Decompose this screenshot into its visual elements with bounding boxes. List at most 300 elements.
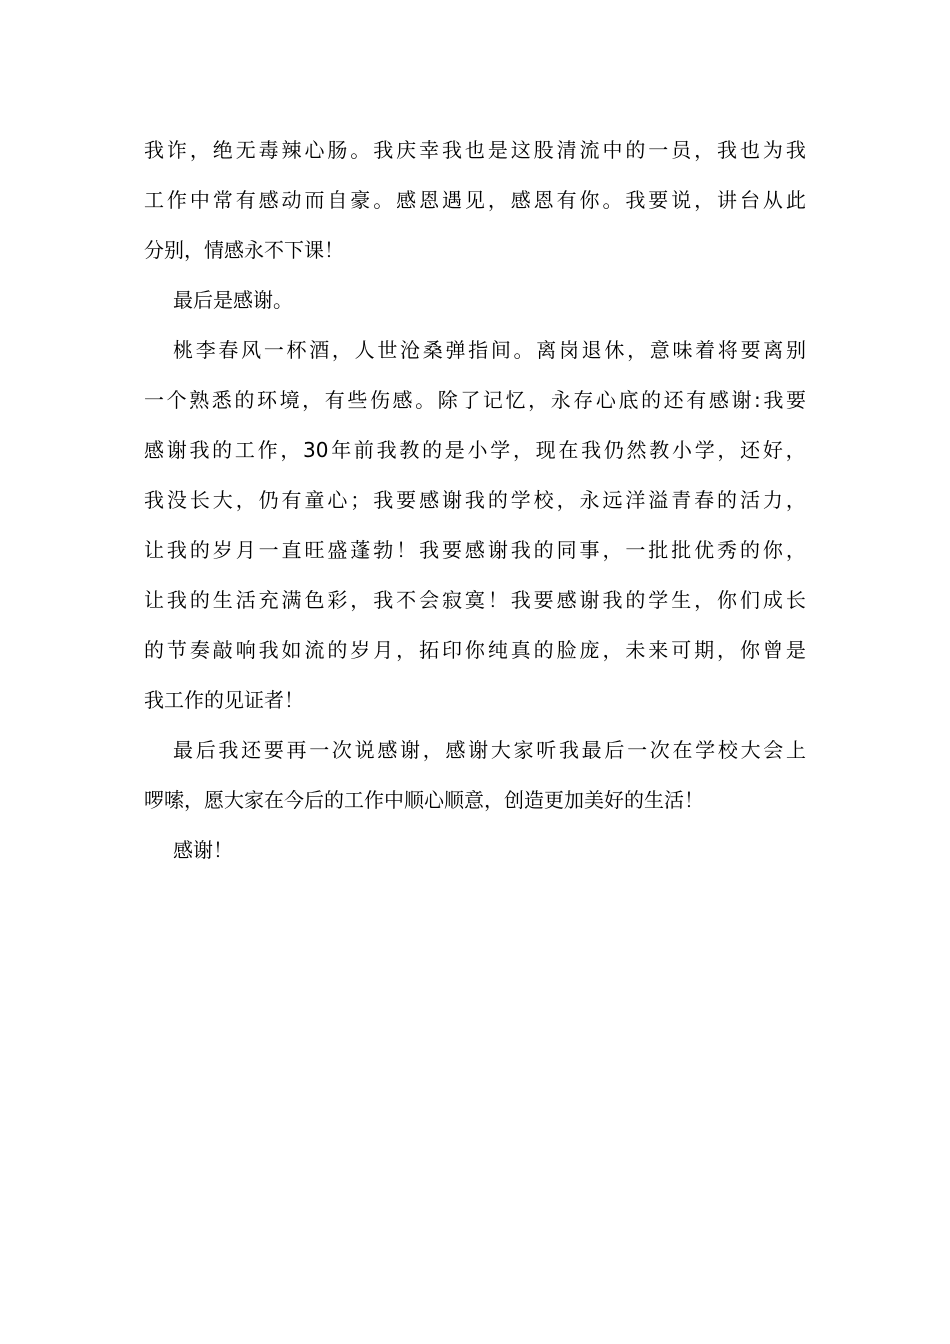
glyph: 一 [309, 738, 330, 762]
glyph: 岁 [212, 538, 233, 562]
glyph: 前 [353, 438, 374, 462]
glyph: 溢 [648, 488, 669, 512]
glyph: 月 [373, 638, 394, 662]
glyph: 我 [218, 738, 239, 762]
glyph: 远 [602, 488, 623, 512]
glyph: 感 [392, 388, 413, 412]
glyph: 此 [785, 188, 806, 212]
glyph: ， [350, 588, 371, 612]
text-line [144, 175, 806, 225]
glyph: 的 [717, 488, 738, 512]
glyph: 见 [464, 188, 485, 212]
glyph: 一 [258, 538, 279, 562]
glyph: 最 [581, 738, 602, 762]
glyph: 恩 [419, 188, 440, 212]
text-line [144, 725, 806, 775]
glyph: 学 [648, 588, 669, 612]
glyph: ， [189, 138, 210, 162]
glyph: 满 [281, 588, 302, 612]
glyph: 我 [581, 438, 602, 462]
glyph: 长 [785, 588, 806, 612]
glyph: 的 [533, 538, 554, 562]
glyph: 的 [189, 588, 210, 612]
glyph: 期 [694, 638, 715, 662]
glyph: 洋 [625, 488, 646, 512]
glyph: 你 [762, 538, 783, 562]
glyph: 如 [281, 638, 302, 662]
glyph: 流 [579, 138, 600, 162]
glyph: 退 [581, 338, 602, 362]
glyph: 我 [763, 388, 784, 412]
glyph: 成 [762, 588, 783, 612]
glyph: 大 [740, 738, 761, 762]
glyph: 一 [144, 388, 164, 412]
glyph: 你 [739, 638, 760, 662]
glyph: ， [627, 338, 648, 362]
glyph: 敲 [212, 638, 233, 662]
glyph: 境 [279, 388, 300, 412]
glyph: 的 [641, 388, 662, 412]
glyph: 我 [144, 138, 164, 162]
glyph: 活 [235, 588, 256, 612]
glyph: 清 [556, 138, 577, 162]
glyph: 拓 [419, 638, 440, 662]
glyph: 响 [235, 638, 256, 662]
glyph: 说 [671, 188, 692, 212]
glyph: 中 [602, 138, 623, 162]
glyph: 作 [257, 438, 278, 462]
glyph: 而 [304, 188, 325, 212]
glyph: 谢 [166, 438, 187, 462]
glyph: 也 [464, 138, 485, 162]
glyph: 秀 [717, 538, 738, 562]
glyph: 。 [350, 138, 371, 162]
glyph: 一 [625, 538, 646, 562]
glyph: 的 [533, 638, 554, 662]
glyph: 要 [396, 488, 417, 512]
glyph: 桃 [173, 338, 193, 362]
glyph: 没 [166, 488, 187, 512]
glyph: 我 [258, 638, 279, 662]
glyph: ， [602, 538, 623, 562]
glyph: ， [694, 138, 715, 162]
glyph: 味 [672, 338, 693, 362]
glyph: 的 [327, 638, 348, 662]
glyph: 要 [740, 338, 761, 362]
glyph: 再 [286, 738, 307, 762]
text-line [144, 475, 806, 525]
glyph: 弹 [445, 338, 466, 362]
glyph: 童 [304, 488, 325, 512]
glyph: 这 [510, 138, 531, 162]
glyph: 们 [739, 588, 760, 612]
glyph: ！ [396, 538, 417, 562]
paragraph-heading: 最后是感谢。 [173, 288, 293, 312]
glyph: 你 [464, 638, 485, 662]
glyph: 我 [510, 588, 531, 612]
glyph: 谢 [487, 538, 508, 562]
glyph: 会 [763, 738, 784, 762]
glyph: 休 [604, 338, 625, 362]
glyph: 岁 [350, 638, 371, 662]
closing-line: 感谢！ [173, 838, 233, 862]
glyph: 动 [281, 188, 302, 212]
glyph: 活 [739, 488, 760, 512]
glyph: 谢 [400, 738, 421, 762]
glyph: 庆 [396, 138, 417, 162]
glyph: ， [717, 438, 738, 462]
glyph: 你 [579, 188, 600, 212]
glyph: 自 [327, 188, 348, 212]
glyph: 还 [241, 738, 262, 762]
glyph: 感 [377, 738, 398, 762]
text-line: 啰嗦，愿大家在今后的工作中顺心顺意，创造更加美好的生活！ [144, 788, 704, 812]
glyph: 肠 [327, 138, 348, 162]
glyph: 感 [396, 188, 417, 212]
glyph: 一 [627, 738, 648, 762]
glyph: ， [602, 638, 623, 662]
glyph: ！ [487, 588, 508, 612]
glyph: 我 [376, 438, 397, 462]
glyph: 我 [441, 138, 462, 162]
glyph: 永 [579, 488, 600, 512]
glyph: 要 [441, 538, 462, 562]
glyph: 学 [694, 438, 715, 462]
glyph: ； [350, 488, 371, 512]
glyph: ， [422, 738, 443, 762]
glyph: 除 [437, 388, 458, 412]
glyph: 印 [441, 638, 462, 662]
glyph: 小 [467, 438, 488, 462]
glyph: 工 [144, 188, 164, 212]
glyph: 春 [218, 338, 239, 362]
glyph: 。 [373, 188, 394, 212]
document-body [144, 125, 806, 875]
text-line [144, 525, 806, 575]
glyph: 学 [695, 738, 716, 762]
glyph: 我 [717, 138, 738, 162]
glyph: 大 [490, 738, 511, 762]
glyph: 力 [762, 488, 783, 512]
glyph: 30 [303, 438, 329, 462]
glyph: 沧 [400, 338, 421, 362]
text-line [144, 425, 806, 475]
glyph: 永 [550, 388, 571, 412]
glyph: 指 [468, 338, 489, 362]
glyph: 为 [762, 138, 783, 162]
text-line: 分别，情感永不下课！ [144, 238, 344, 262]
glyph: 彩 [327, 588, 348, 612]
glyph: 感 [464, 538, 485, 562]
glyph: 色 [304, 588, 325, 612]
glyph: ， [694, 588, 715, 612]
glyph: 充 [258, 588, 279, 612]
glyph: 教 [399, 438, 420, 462]
glyph: 同 [556, 538, 577, 562]
glyph: 心 [304, 138, 325, 162]
glyph: 优 [694, 538, 715, 562]
glyph: 是 [444, 438, 465, 462]
glyph: 感 [258, 188, 279, 212]
glyph: 诈 [166, 138, 187, 162]
glyph: 我 [558, 738, 579, 762]
glyph: 幸 [419, 138, 440, 162]
glyph: 毒 [258, 138, 279, 162]
glyph: 的 [487, 488, 508, 512]
glyph: 岗 [558, 338, 579, 362]
glyph: 无 [235, 138, 256, 162]
text-line [144, 625, 806, 675]
glyph: 我 [189, 438, 210, 462]
glyph: 直 [281, 538, 302, 562]
glyph: 我 [510, 538, 531, 562]
glyph: 我 [625, 188, 646, 212]
glyph: 底 [618, 388, 639, 412]
glyph: 中 [189, 188, 210, 212]
glyph: 奏 [189, 638, 210, 662]
glyph: 感 [708, 388, 729, 412]
glyph: 些 [347, 388, 368, 412]
glyph: 的 [212, 438, 233, 462]
glyph: 我 [373, 138, 394, 162]
glyph: 杯 [286, 338, 307, 362]
glyph: 我 [373, 588, 394, 612]
glyph: 有 [324, 388, 345, 412]
glyph: 感 [419, 488, 440, 512]
glyph: 让 [144, 588, 164, 612]
glyph: 感 [556, 588, 577, 612]
glyph: 从 [762, 188, 783, 212]
glyph: 旺 [304, 538, 325, 562]
glyph: 上 [785, 738, 806, 762]
glyph: ， [302, 388, 323, 412]
glyph: ， [694, 188, 715, 212]
glyph: 我 [602, 588, 623, 612]
glyph: 恩 [533, 188, 554, 212]
glyph: 勃 [373, 538, 394, 562]
glyph: 我 [166, 538, 187, 562]
glyph: 谢 [579, 588, 600, 612]
glyph: 一 [648, 138, 669, 162]
glyph: 别 [785, 338, 806, 362]
glyph: 后 [195, 738, 216, 762]
glyph: 的 [189, 538, 210, 562]
glyph: 是 [785, 638, 806, 662]
glyph: 豪 [350, 188, 371, 212]
glyph: 的 [234, 388, 255, 412]
glyph: 伤 [369, 388, 390, 412]
glyph: 的 [625, 138, 646, 162]
glyph: 将 [717, 338, 738, 362]
glyph: 作 [166, 188, 187, 212]
glyph: 批 [648, 538, 669, 562]
glyph: 工 [234, 438, 255, 462]
glyph: 听 [536, 738, 557, 762]
glyph: 感 [144, 438, 164, 462]
glyph: 。 [415, 388, 436, 412]
glyph: 我 [464, 488, 485, 512]
glyph: 校 [533, 488, 554, 512]
glyph: 间 [490, 338, 511, 362]
glyph: 感 [445, 738, 466, 762]
glyph: 的 [625, 588, 646, 612]
glyph: 我 [166, 588, 187, 612]
glyph: 次 [649, 738, 670, 762]
glyph: 。 [513, 338, 534, 362]
glyph: 绝 [212, 138, 233, 162]
glyph: 盛 [327, 538, 348, 562]
glyph: 常 [212, 188, 233, 212]
glyph: 悉 [211, 388, 232, 412]
glyph: 忆 [505, 388, 526, 412]
glyph: 蓬 [350, 538, 371, 562]
glyph: 要 [648, 188, 669, 212]
glyph: 了 [460, 388, 481, 412]
glyph: ， [235, 488, 256, 512]
glyph: 个 [166, 388, 187, 412]
text-line [144, 325, 806, 375]
glyph: 酒 [309, 338, 330, 362]
glyph: 流 [304, 638, 325, 662]
glyph: ， [785, 438, 806, 462]
glyph: 会 [419, 588, 440, 612]
glyph: 我 [144, 488, 164, 512]
glyph: 寞 [464, 588, 485, 612]
glyph: 说 [354, 738, 375, 762]
glyph: 。 [602, 188, 623, 212]
glyph: 学 [490, 438, 511, 462]
glyph: 的 [422, 438, 443, 462]
glyph: 台 [739, 188, 760, 212]
glyph: 有 [235, 188, 256, 212]
glyph: 事 [579, 538, 600, 562]
glyph: ， [396, 638, 417, 662]
glyph: 好 [762, 438, 783, 462]
glyph: 要 [785, 388, 806, 412]
text-line [144, 375, 806, 425]
glyph: 来 [648, 638, 669, 662]
glyph: 小 [671, 438, 692, 462]
glyph: 生 [212, 588, 233, 612]
glyph: 谢 [731, 388, 752, 412]
glyph: 学 [510, 488, 531, 512]
glyph: 我 [373, 488, 394, 512]
glyph: 要 [533, 588, 554, 612]
glyph: 曾 [762, 638, 783, 662]
glyph: 不 [396, 588, 417, 612]
glyph: 股 [533, 138, 554, 162]
glyph: 脸 [556, 638, 577, 662]
glyph: 仍 [258, 488, 279, 512]
text-line [144, 575, 806, 625]
glyph: : [754, 388, 761, 412]
glyph: 真 [510, 638, 531, 662]
glyph: 在 [558, 438, 579, 462]
glyph: 教 [649, 438, 670, 462]
glyph: ， [717, 638, 738, 662]
glyph: 辣 [281, 138, 302, 162]
glyph: 未 [625, 638, 646, 662]
glyph: 寂 [441, 588, 462, 612]
glyph: ， [556, 488, 577, 512]
glyph: 有 [281, 488, 302, 512]
glyph: 我 [785, 138, 806, 162]
glyph: 心 [327, 488, 348, 512]
glyph: 仍 [603, 438, 624, 462]
glyph: 长 [189, 488, 210, 512]
glyph: 可 [671, 638, 692, 662]
glyph: 的 [144, 638, 164, 662]
glyph: 离 [536, 338, 557, 362]
glyph: 也 [739, 138, 760, 162]
glyph: 环 [256, 388, 277, 412]
glyph: 风 [241, 338, 262, 362]
glyph: 李 [195, 338, 216, 362]
text-line: 我工作的见证者！ [144, 688, 304, 712]
text-line [144, 125, 806, 175]
glyph: 谢 [441, 488, 462, 512]
glyph: 心 [595, 388, 616, 412]
glyph: 世 [377, 338, 398, 362]
glyph: 年 [331, 438, 352, 462]
glyph: 最 [173, 738, 193, 762]
glyph: 人 [354, 338, 375, 362]
glyph: 让 [144, 538, 164, 562]
glyph: 记 [482, 388, 503, 412]
glyph: 次 [331, 738, 352, 762]
glyph: ， [512, 438, 533, 462]
glyph: 还 [663, 388, 684, 412]
glyph: 春 [694, 488, 715, 512]
glyph: 存 [573, 388, 594, 412]
glyph: 批 [671, 538, 692, 562]
glyph: 青 [671, 488, 692, 512]
glyph: ， [487, 188, 508, 212]
glyph: 谢 [468, 738, 489, 762]
glyph: 现 [535, 438, 556, 462]
glyph: 纯 [487, 638, 508, 662]
glyph: ， [785, 538, 806, 562]
glyph: 感 [510, 188, 531, 212]
glyph: 还 [740, 438, 761, 462]
glyph: 庞 [579, 638, 600, 662]
glyph: ， [280, 438, 301, 462]
glyph: 在 [672, 738, 693, 762]
glyph: 讲 [717, 188, 738, 212]
glyph: 校 [717, 738, 738, 762]
glyph: 员 [671, 138, 692, 162]
glyph: 意 [649, 338, 670, 362]
glyph: 遇 [441, 188, 462, 212]
glyph: 然 [626, 438, 647, 462]
glyph: 月 [235, 538, 256, 562]
glyph: 家 [513, 738, 534, 762]
glyph: 着 [695, 338, 716, 362]
glyph: 后 [604, 738, 625, 762]
glyph: 桑 [422, 338, 443, 362]
glyph: 大 [212, 488, 233, 512]
glyph: 有 [686, 388, 707, 412]
glyph: ， [331, 338, 352, 362]
glyph: 一 [263, 338, 284, 362]
glyph: 生 [671, 588, 692, 612]
glyph: 你 [717, 588, 738, 612]
glyph: ， [528, 388, 549, 412]
glyph: 的 [739, 538, 760, 562]
glyph: 是 [487, 138, 508, 162]
glyph: 有 [556, 188, 577, 212]
glyph: 我 [419, 538, 440, 562]
